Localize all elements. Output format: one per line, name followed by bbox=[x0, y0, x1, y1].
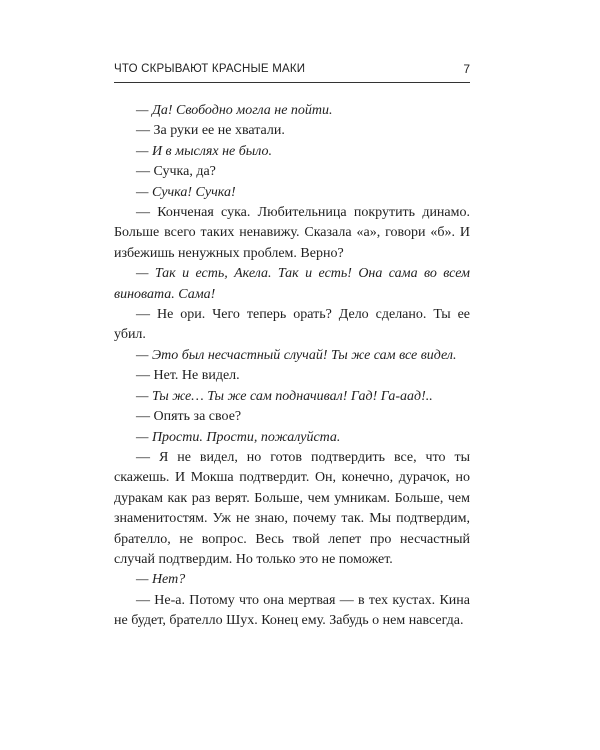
paragraph: — Не-а. Потому что она мертвая — в тех кустах. Кина не будет, брателло Шух. Конец ему. Забудь о нем навсегда. bbox=[114, 592, 470, 629]
paragraph: — Конченая сука. Любительница покрутить динамо. Больше всего таких ненавижу. Сказала «а», говори «б». И избежишь ненужных проблем. Верно? bbox=[114, 205, 470, 261]
paragraph: — Так и есть, Акела. Так и есть! Она сама во всем виновата. Сама! bbox=[114, 266, 470, 302]
paragraph: — Сучка, да? bbox=[136, 164, 216, 180]
paragraph: — Ты же… Ты же сам подначивал! Гад! Га-аад!.. bbox=[136, 388, 433, 404]
running-header bbox=[114, 60, 470, 82]
book-title: ЧТО СКРЫВАЮТ КРАСНЫЕ МАКИ bbox=[114, 63, 306, 75]
paragraph: — Я не видел, но готов подтвердить все, что ты скажешь. И Мокша подтвердит. Он, конечно, дурачок, но дуракам как раз верят. Больше, чем умникам. Больше, чем знаменитостям. Уж не знаю, почему так. Мы подтвердим, брателло, не вопрос. Весь твой лепет про несчастный случай подтвердим. Но только это не поможет. bbox=[114, 449, 470, 567]
paragraph: — За руки ее не хватали. bbox=[136, 123, 285, 139]
header-divider bbox=[114, 82, 470, 83]
paragraph: — Да! Свободно могла не пойти. bbox=[136, 103, 333, 118]
paragraph: — Прости. Прости, пожалуйста. bbox=[136, 429, 341, 445]
paragraph: — Нет? bbox=[136, 572, 186, 588]
paragraph: — Не ори. Чего теперь орать? Дело сделано. Ты ее убил. bbox=[114, 307, 470, 343]
page-number: 7 bbox=[463, 62, 470, 76]
paragraph: — Опять за свое? bbox=[136, 409, 242, 425]
paragraph: — Нет. Не видел. bbox=[136, 368, 240, 384]
paragraph: — И в мыслях не было. bbox=[136, 143, 273, 159]
paragraph: — Сучка! Сучка! bbox=[136, 184, 236, 200]
paragraph: — Это был несчастный случай! Ты же сам все видел. bbox=[136, 347, 457, 363]
page-body bbox=[114, 101, 470, 632]
